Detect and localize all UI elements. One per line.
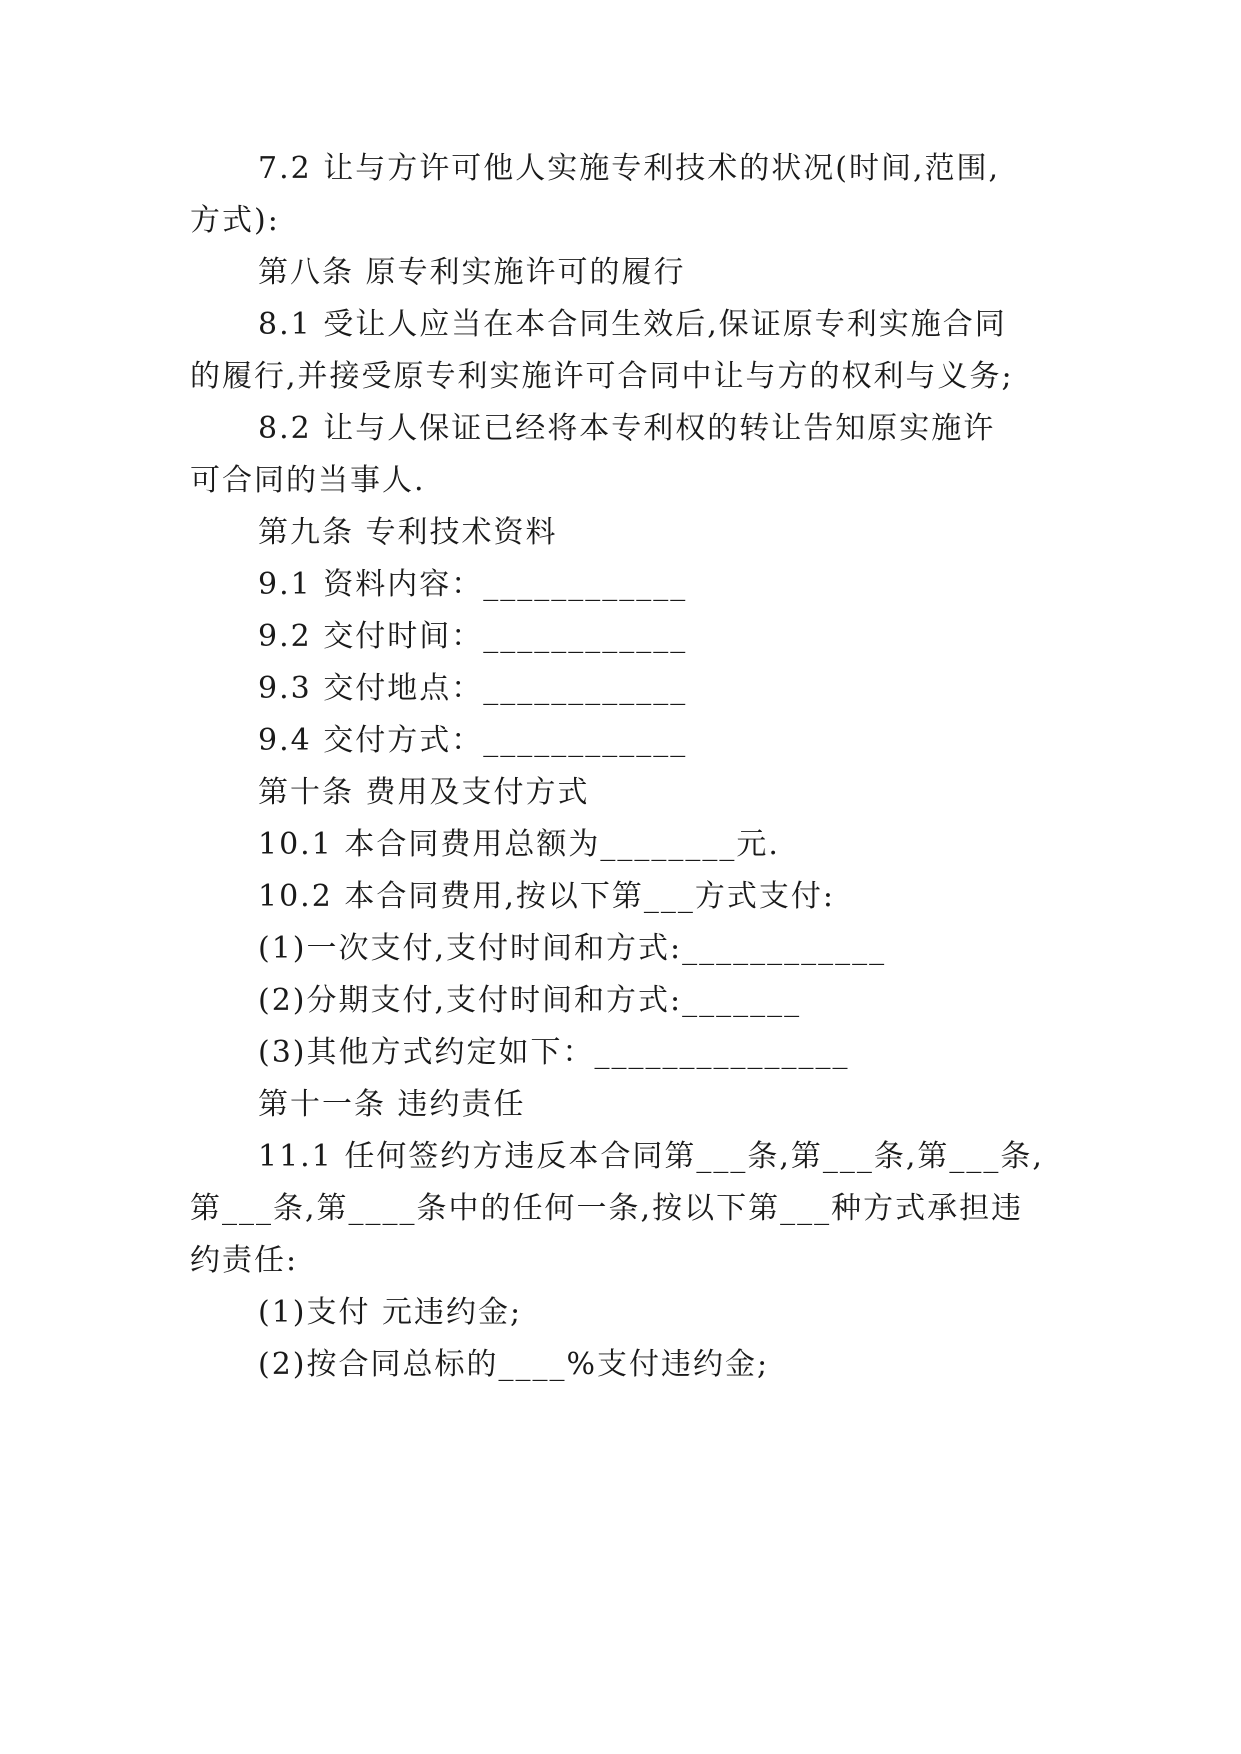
clause-7-2-line-1: 7.2 让与方许可他人实施专利技术的状况(时间,范围, (258, 151, 1001, 186)
payment-option-2: (2)分期支付,支付时间和方式:_______ (258, 983, 802, 1018)
clause-8-1-line-1: 8.1 受让人应当在本合同生效后,保证原专利实施合同 (258, 307, 1007, 342)
clause-11-1-line-1: 11.1 任何签约方违反本合同第___条,第___条,第___条, (258, 1139, 1044, 1174)
clause-11-1-line-2: 第___条,第____条中的任何一条,按以下第___种方式承担违 (190, 1191, 1024, 1226)
clause-10-1: 10.1 本合同费用总额为________元. (258, 827, 780, 862)
clause-9-4: 9.4 交付方式：____________ (258, 723, 688, 758)
penalty-option-1: (1)支付 元违约金; (258, 1295, 523, 1330)
clause-8-2-line-1: 8.2 让与人保证已经将本专利权的转让告知原实施许 (258, 411, 996, 446)
clause-7-2-line-2: 方式): (190, 203, 280, 238)
penalty-option-2: (2)按合同总标的____%支付违约金; (258, 1347, 770, 1382)
payment-option-3: (3)其他方式约定如下：_______________ (258, 1035, 850, 1070)
article-9-heading: 第九条 专利技术资料 (258, 515, 558, 550)
article-8-heading: 第八条 原专利实施许可的履行 (258, 255, 686, 290)
payment-option-1: (1)一次支付,支付时间和方式:____________ (258, 931, 887, 966)
clause-8-2-line-2: 可合同的当事人. (190, 463, 426, 498)
clause-9-2: 9.2 交付时间：____________ (258, 619, 688, 654)
clause-10-2: 10.2 本合同费用,按以下第___方式支付: (258, 879, 835, 914)
clause-11-1-line-3: 约责任: (190, 1243, 299, 1278)
clause-8-1-line-2: 的履行,并接受原专利实施许可合同中让与方的权利与义务; (190, 359, 1014, 394)
clause-9-3: 9.3 交付地点：____________ (258, 671, 688, 706)
article-11-heading: 第十一条 违约责任 (258, 1087, 526, 1122)
clause-9-1: 9.1 资料内容：____________ (258, 567, 688, 602)
article-10-heading: 第十条 费用及支付方式 (258, 775, 590, 810)
